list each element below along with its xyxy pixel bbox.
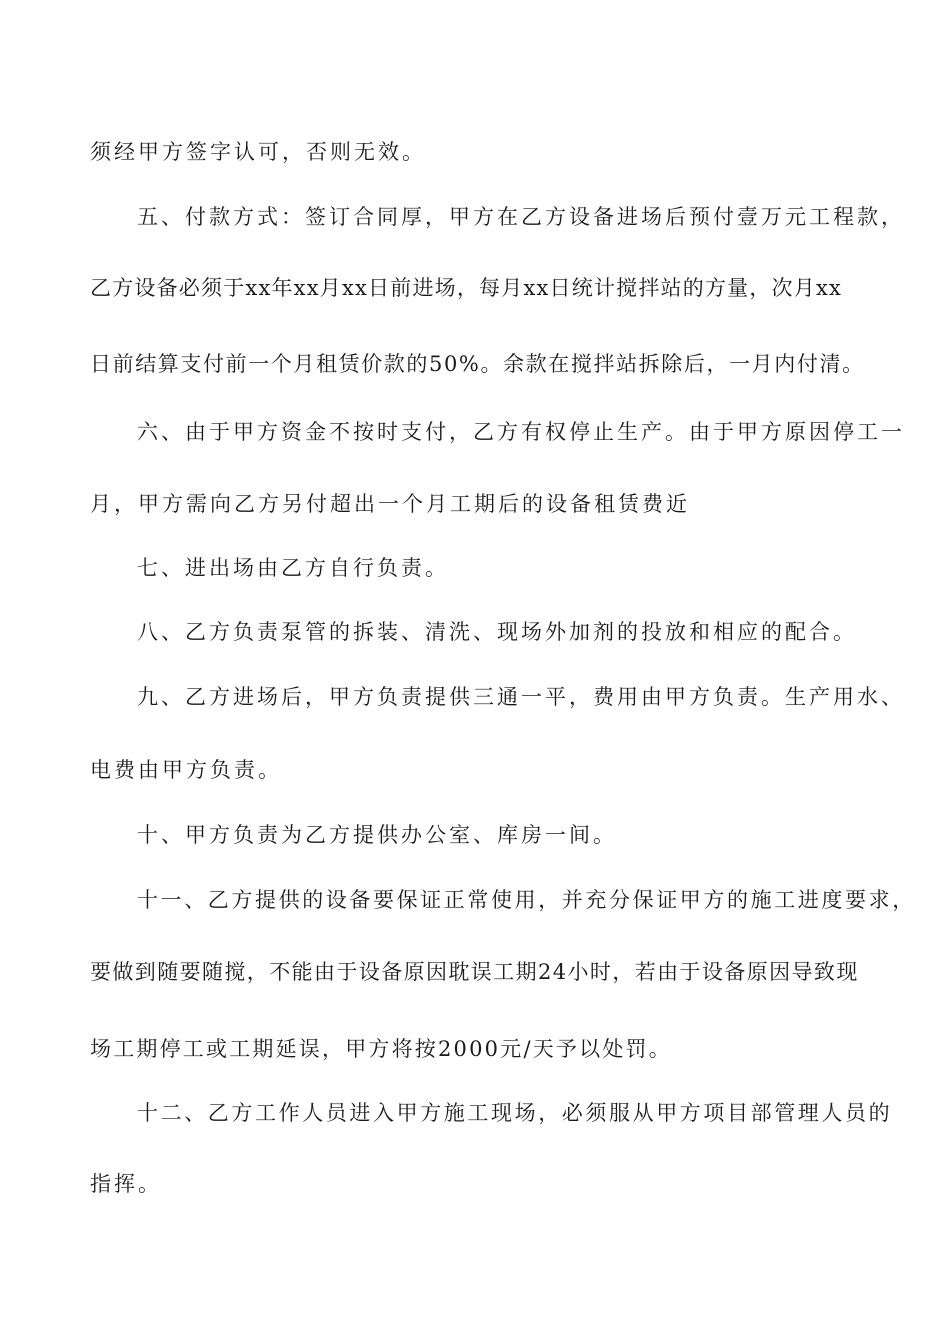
text-line: 电费由甲方负责。 [90, 758, 282, 782]
paragraph-6-line: 六、由于甲方资金不按时支付，乙方有权停止生产。由于甲方原因停工一 [137, 420, 905, 444]
paragraph-5-line: 五、付款方式：签订合同厚，甲方在乙方设备进场后预付壹万元工程款， [137, 205, 905, 229]
paragraph-11-line: 十一、乙方提供的设备要保证正常使用，并充分保证甲方的施工进度要求， [137, 888, 916, 912]
paragraph-8-line: 八、乙方负责泵管的拆装、清洗、现场外加剂的投放和相应的配合。 [137, 620, 857, 644]
text-line: 要做到随要随搅，不能由于设备原因耽误工期24小时，若由于设备原因导致现 [90, 960, 859, 984]
text-line: 月，甲方需向乙方另付超出一个月工期后的设备租赁费近 [90, 492, 690, 516]
text-line: 须经甲方签字认可，否则无效。 [90, 140, 426, 164]
text-line: 乙方设备必须于xx年xx月xx日前进场，每月xx日统计搅拌站的方量，次月xx [90, 276, 843, 300]
paragraph-12-line: 十二、乙方工作人员进入甲方施工现场，必须服从甲方项目部管理人员的 [137, 1101, 893, 1125]
paragraph-9-line: 九、乙方进场后，甲方负责提供三通一平，费用由甲方负责。生产用水、 [137, 685, 905, 709]
text-line: 指挥。 [90, 1172, 162, 1196]
text-line: 场工期停工或工期延误，甲方将按2000元/天予以处罚。 [90, 1037, 672, 1061]
text-line: 日前结算支付前一个月租赁价款的50%。余款在搅拌站拆除后，一月内付清。 [90, 352, 865, 376]
paragraph-7-line: 七、进出场由乙方自行负责。 [137, 556, 449, 580]
paragraph-10-line: 十、甲方负责为乙方提供办公室、库房一间。 [137, 823, 617, 847]
